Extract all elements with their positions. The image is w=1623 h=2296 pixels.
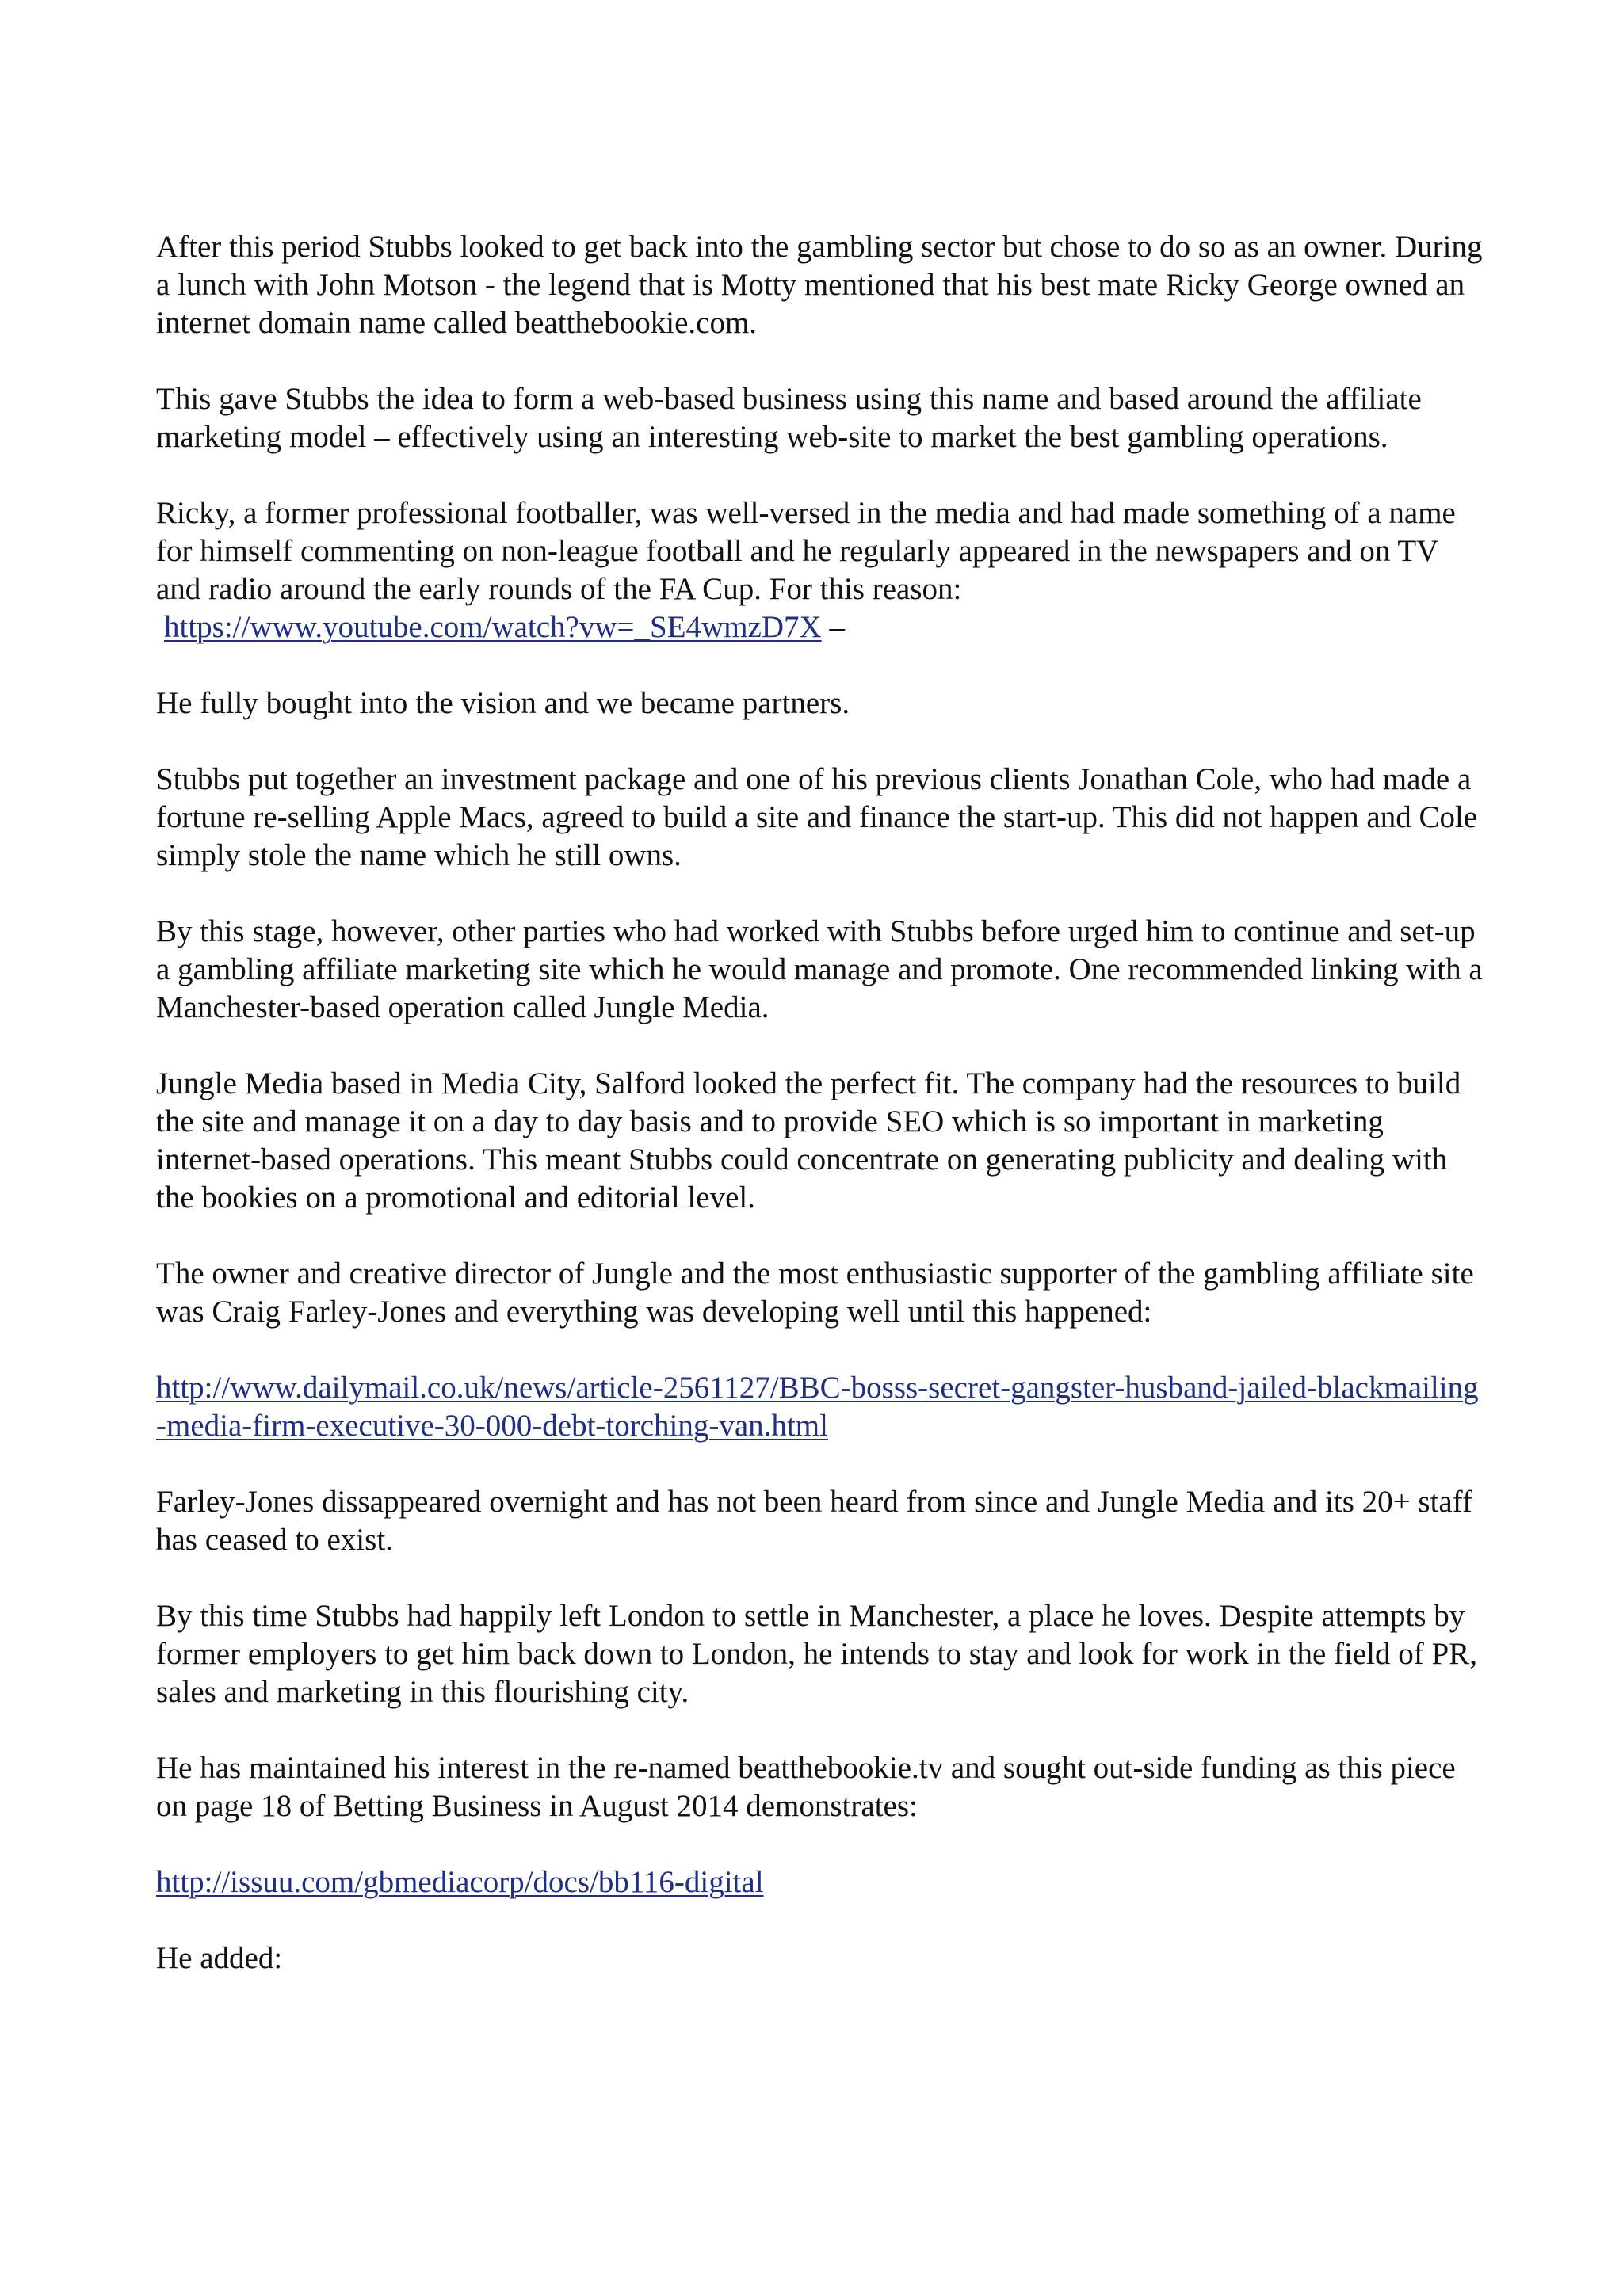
paragraph-betting-business: He has maintained his interest in the re-named beatthebookie.tv and sought out-side funding as this piece on page 18 of Betting Business in August 2014 demonstrates: xyxy=(156,1751,1456,1823)
paragraph-ricky-footballer xyxy=(156,494,1487,646)
youtube-link[interactable]: https://www.youtube.com/watch?vw=_SE4wmzD7X xyxy=(164,610,822,644)
paragraph-manchester: By this time Stubbs had happily left London to settle in Manchester, a place he loves. Despite attempts by former employers to get him back down to London, he intends to stay and look for work in the field of PR, sales and marketing in this flourishing city. xyxy=(156,1599,1477,1709)
paragraph-jungle-media-recommendation: By this stage, however, other parties who had worked with Stubbs before urged him to continue and set-up a gambling affiliate marketing site which he would manage and promote. One recommended linking with a Manchester-based operation called Jungle Media. xyxy=(156,914,1483,1024)
document-body xyxy=(156,228,1487,2016)
paragraph-disappeared: Farley-Jones dissappeared overnight and has not been heard from since and Jungle Media and its 20+ staff has ceased to exist. xyxy=(156,1485,1472,1557)
paragraph-he-added: He added: xyxy=(156,1941,283,1975)
paragraph-issuu-link xyxy=(156,1863,1487,1901)
paragraph-ricky-text: Ricky, a former professional footballer, was well-versed in the media and had made something of a name for himself commenting on non-league football and he regularly appeared in the newspapers and on TV and radio around the early rounds of the FA Cup. For this reason: xyxy=(156,496,1456,606)
paragraph-stubbs-gambling-owner: After this period Stubbs looked to get back into the gambling sector but chose to do so as an owner. During a lunch with John Motson - the legend that is Motty mentioned that his best mate Ricky George owned an internet domain name called beatthebookie.com. xyxy=(156,230,1483,340)
link-dash-suffix: – xyxy=(821,610,845,644)
paragraph-jungle-media-fit: Jungle Media based in Media City, Salford looked the perfect fit. The company had the resources to build the site and manage it on a day to day basis and to provide SEO which is so important in marketing internet-based operations. This meant Stubbs could concentrate on generating publicity and dealing with the bookies on a promotional and editorial level. xyxy=(156,1066,1461,1215)
paragraph-dailymail-link xyxy=(156,1369,1487,1445)
paragraph-web-business-idea: This gave Stubbs the idea to form a web-based business using this name and based around the affiliate marketing model – effectively using an interesting web-site to market the best gambling operations. xyxy=(156,382,1422,454)
dailymail-link[interactable]: http://www.dailymail.co.uk/news/article-2561127/BBC-bosss-secret-gangster-husband-jailed-blackmailing-media-firm-executive-30-000-debt-torching-van.html xyxy=(156,1371,1479,1443)
paragraph-farley-jones: The owner and creative director of Jungle and the most enthusiastic supporter of the gambling affiliate site was Craig Farley-Jones and everything was developing well until this happened: xyxy=(156,1257,1474,1329)
issuu-link[interactable]: http://issuu.com/gbmediacorp/docs/bb116-digital xyxy=(156,1865,764,1899)
paragraph-partners: He fully bought into the vision and we became partners. xyxy=(156,686,850,720)
paragraph-investment-package: Stubbs put together an investment package and one of his previous clients Jonathan Cole, who had made a fortune re-selling Apple Macs, agreed to build a site and finance the start-up. This did not happen and Cole simply stole the name which he still owns. xyxy=(156,762,1478,872)
